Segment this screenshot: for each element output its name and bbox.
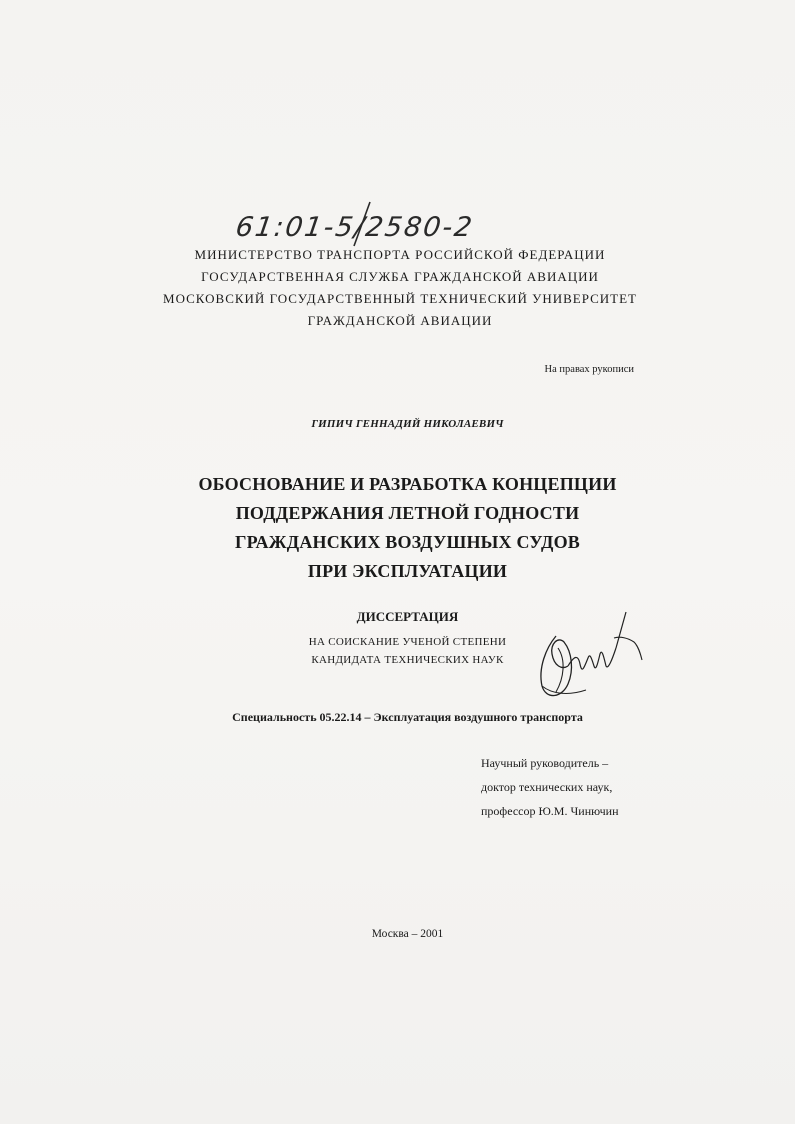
- archive-code-text: 61:01-5/2580-2: [233, 212, 476, 243]
- ministry-line: МИНИСТЕРСТВО ТРАНСПОРТА РОССИЙСКОЙ ФЕДЕРАЦИИ: [194, 247, 606, 262]
- title-line: ПОДДЕРЖАНИЯ ЛЕТНОЙ ГОДНОСТИ: [235, 503, 580, 523]
- archive-code-handwritten: [228, 200, 528, 250]
- dissertation-label: ДИССЕРТАЦИЯ: [356, 609, 459, 624]
- title-line: ПРИ ЭКСПЛУАТАЦИИ: [307, 561, 508, 581]
- advisor-line: доктор технических наук,: [481, 780, 613, 794]
- degree-line: НА СОИСКАНИЕ УЧЕНОЙ СТЕПЕНИ: [308, 636, 507, 648]
- city-year: Москва – 2001: [371, 928, 444, 940]
- advisor-line: профессор Ю.М. Чинючин: [481, 804, 619, 818]
- degree-line: КАНДИДАТА ТЕХНИЧЕСКИХ НАУК: [311, 654, 504, 666]
- ministry-line: ГРАЖДАНСКОЙ АВИАЦИИ: [307, 313, 493, 328]
- title-line: ГРАЖДАНСКИХ ВОЗДУШНЫХ СУДОВ: [235, 532, 580, 552]
- scientific-advisor: [481, 751, 619, 823]
- degree-sought: [0, 633, 795, 669]
- speciality-line: Специальность 05.22.14 – Эксплуатация воздушного транспорта: [232, 710, 583, 724]
- signature-image: [528, 608, 648, 708]
- dissertation-title: [0, 470, 795, 586]
- advisor-line: Научный руководитель –: [481, 756, 609, 770]
- archive-code-strokes: [228, 200, 528, 250]
- ministry-header: [150, 244, 650, 332]
- ministry-line: ГОСУДАРСТВЕННАЯ СЛУЖБА ГРАЖДАНСКОЙ АВИАЦИИ: [201, 269, 599, 284]
- author-name: ГИПИЧ ГЕННАДИЙ НИКОЛАЕВИЧ: [311, 418, 504, 430]
- ministry-line: МОСКОВСКИЙ ГОСУДАРСТВЕННЫЙ ТЕХНИЧЕСКИЙ УНИВЕРСИТЕТ: [163, 291, 637, 306]
- rights-note: На правах рукописи: [544, 364, 634, 375]
- title-line: ОБОСНОВАНИЕ И РАЗРАБОТКА КОНЦЕПЦИИ: [198, 474, 617, 494]
